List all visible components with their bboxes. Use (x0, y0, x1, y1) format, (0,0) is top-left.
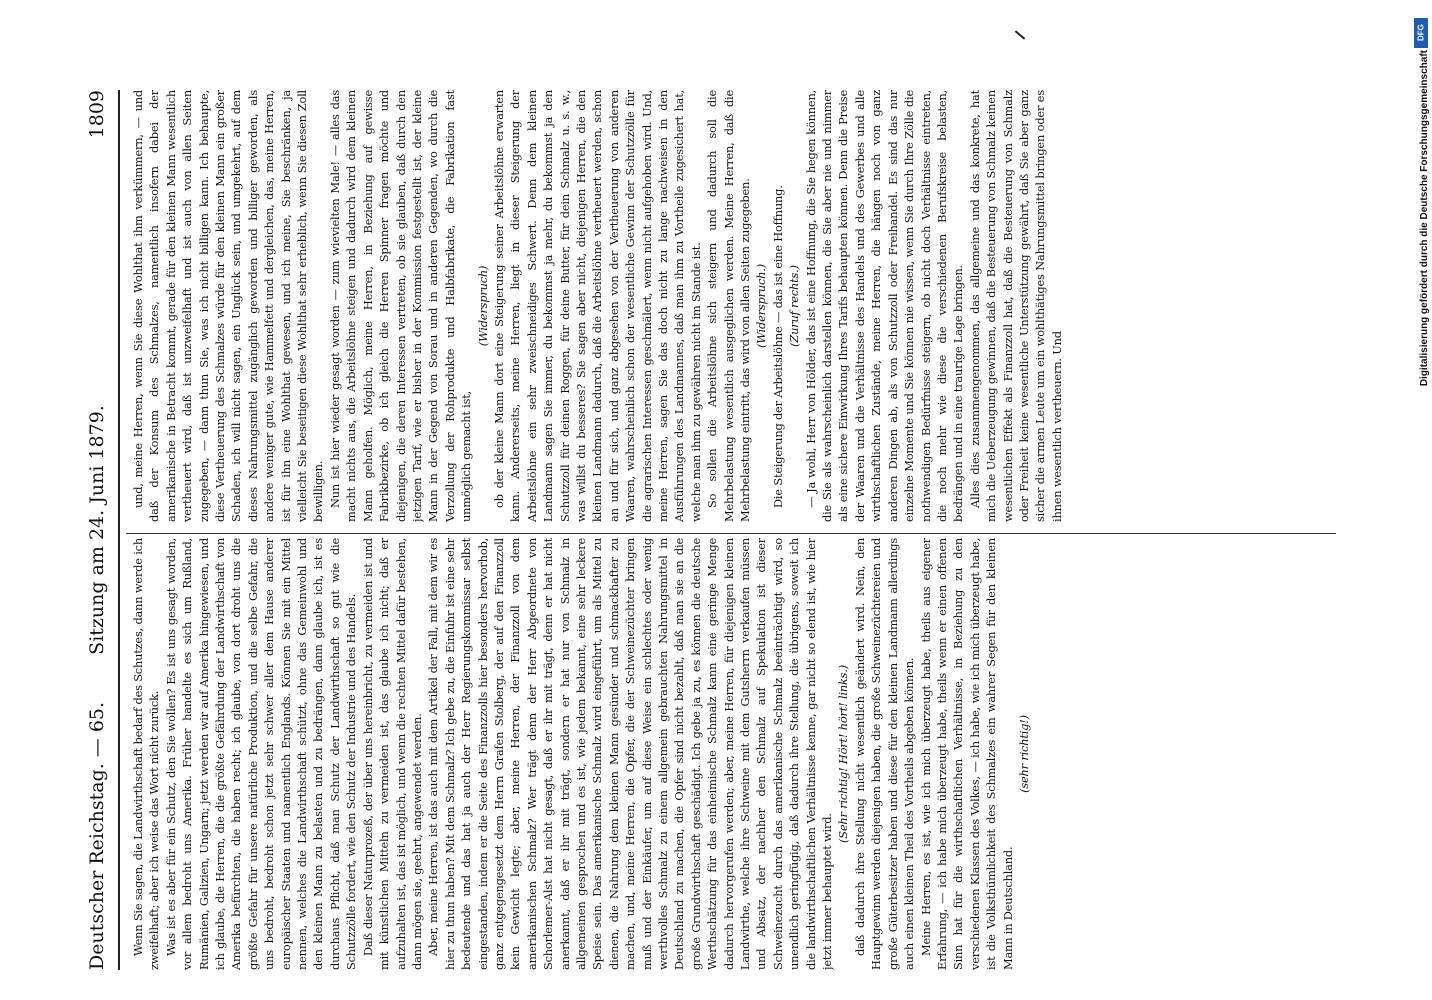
paragraph: Die Steigerung der Arbeitslöhne — das ist eine Hoffnung. (770, 185, 785, 508)
paragraph: So sollen die Arbeitslöhne sich steigern und dadurch soll die Mehrbelastung wesentlich ausgeglichen werden. Meine Herren, daß die Mehrbelastung eintritt, das wird von allen Seiten zugegeben. (705, 90, 753, 522)
interjection: (Zuruf rechts.) (787, 265, 802, 347)
digitization-credit: Digitalisierung gefördert durch die Deutsche Forschungsgemeinschaft (1419, 50, 1430, 387)
paragraph: ob der kleine Mann dort eine Steigerung seiner Arbeitslöhne erwarten kann. Andererseits, meine Herren, liegt in dieser Steigerung der Arbeitslöhne ein sehr zweischneidiges Schwert. Denn dem kleinen Landmann sagen Sie immer, du bekommst ja mehr, du bekommst ja den Schutzzoll für deinen Roggen, für deine Butter, für dein Schmalz u. s. w., was willst du besseres? Sie sagen aber nicht, diejenigen Herren, die den kleinen Landmann dadurch, daß die Arbeitslöhne vertheuert werden, schon an und für sich, und ganz abgesehen von der Vertheuerung von anderen Waaren, wahrscheinlich schon der wesentliche Gewinn der Schutzzölle für die agrarischen Interessen geschmälert, wenn nicht aufgehoben wird. Und, meine Herren, sagen Sie das doch nicht zu lange nachweisen in den Ausführungen des Landmannes, daß man ihm zu Vortheile zugesichert hat, welche man ihm zu gewähren nicht im Stande ist. (491, 90, 703, 522)
paragraph: Aber, meine Herren, ist das auch mit dem Artikel der Fall, mit dem wir es hier zu thun haben? Mit dem Schmalz? Ich gebe zu, die Einfuhr ist eine sehr bedeutende und das hat ja auch der Herr Regierungskommissar selbst eingestanden, indem er die Seite des Finanzzolls hier besonders hervorhob, ganz entgegengesetzt dem Herrn Grafen Stolberg, der auf den Finanzzoll kein Gewicht legte; aber, meine Herren, der Finanzzoll von dem amerikanischen Schmalz? Wer trägt denn der Herr Abgeordnete von Schorlemer-Alst hat nicht gesagt, daß er ihr mit trägt, denn er hat nicht anerkannt, daß er ihr mit trägt, sondern er hat nur von Schmalz in allgemeinen gesprochen und es ist, wie jedem bekannt, eine sehr leckere Speise sein. Das amerikanische Schmalz wird eingeführt, um als Mittel zu dienen, die Nahrung dem kleinen Mann gesünder und schmackhafter zu machen, und, meine Herren, die Opfer, die der Schweinezüchter bringen muß und der Einkäufer, um auf diese Weise ein schlechtes oder wenig werthvolles Schmalz zu einem allgemein gebrauchten Nahrungsmittel in Deutschland zu machen, die Opfer sind nicht bezahlt, daß man sie an die große Grundwirthschaft geschädigt. Ich gebe ja zu, es können die deutsche Werthschätzung für das einheimische Schmalz kann eine geringe Menge dadurch hervorgerufen werden; aber, meine Herren, für diejenigen kleinen Landwirthe, welche ihre Schweine mit dem Gutsherrn verkaufen müssen und Absatz, der nachher den Schmalz auf Spekulation ist dieser Schweinezucht durch das amerikanische Schmalz beeinträchtigt wird, so unendlich geringfügig, daß dadurch ihre Stellung, die übrigens, soweit ich die landwirthschaftlichen Verhältnisse kenne, gar nicht so elend ist, wie hier jetzt immer behauptet wird. (426, 538, 835, 970)
paragraph: Nun ist hier wieder gesagt worden — zum wievielten Male! — alles das macht nichts aus, die Arbeitslöhne steigen und dadurch wird dem kleinen Mann geholfen. Möglich, meine Herren, in Beziehung auf gewisse Fabrikbezirke, ob ich gleich die Herren Spinner fragen möchte und diejenigen, die deren Interessen vertreten, ob sie glauben, daß durch den jetzigen Tarif, wie er bisher in der Kommission festgestellt ist, der kleine Mann in der Gegend von Sorau und in anderen Gegenden, wo durch die Verzollung der Rohprodukte und Halbfabrikate, die Fabrikation fast unmöglich gemacht ist, (327, 90, 474, 522)
interjection: (Widerspruch.) (754, 264, 769, 348)
paragraph: daß dadurch ihre Stellung nicht wesentlich geändert wird. Nein, den Hauptgewinn werden diejenigen haben, die große Schweinezüchtereien und große Güterbesitzer haben und diese für den kleinen Landmann allerdings auch einen kleinen Theil des Vortheils abgeben können. (852, 538, 917, 970)
paragraph: Meine Herren, es ist, wie ich mich überzeugt habe, theils aus eigener Erfahrung, — ich habe mich überzeugt habe, theils wenn er einen offenen Sinn hat für die wirthschaftlichen Verhältnisse, in Beziehung zu den verschiedenen Klassen des Volkes, — ich habe, wie ich mich überzeugt habe, ist die Volksthümlichkeit des Schmalzes ein wahrer Segen für den kleinen Mann in Deutschland. (918, 538, 1015, 970)
paragraph: Daß dieser Naturprozeß, der über uns hereinbricht, zu vermeiden ist und mit künstlichen Mitteln zu vermeiden ist, das glaube ich nicht; daß er aufzuhalten ist, das ist möglich, und wenn die rechten Mittel dafür bestehen, dann mögen sie, geehrt, angewendet werden. (360, 538, 424, 970)
dfg-logo: DFG (1414, 18, 1428, 48)
interjection: (Widerspruch) (475, 265, 490, 347)
paragraph: Alles dies zusammengenommen, das allgemeine und das konkrete, hat mich die Ueberzeugung gewinnen, daß die Besteuerung von Schmalz keinen wesentlichen Effekt als Finanzzoll hat, daß die Besteuerung von Schmalz oder Freiheit keine wesentliche Unterstützung gewährt, daß Sie aber ganz sicher die armen Leute um ein wohlthätiges Nahrungsmittel bringen oder es ihnen wesentlich vertheuern. Und (967, 90, 1064, 522)
paragraph: — Ja wohl, Herr von Hölder, das ist eine Hoffnung, die Sie hegen können, die Sie als wahrscheinlich darstellen können, die Sie aber nie und nimmer als eine sichere Einwirkung Ihres Tarifs behaupten können. Denn die Preise der Waaren und die Verhältnisse des Handels und des Gewerbes und alle wirthschaftlichen Zustände, meine Herren, die hängen noch von ganz anderen Dingen ab, als von Schutzzoll oder Freihandel. Es sind das nur einzelne Momente und Sie können nie wissen, wenn Sie durch Ihre Zölle die nothwendigen Bedürfnisse steigern, ob nicht doch Verhältnisse eintreten, die noch mehr wie diese die verschiedenen Berufskreise belasten, bedrängen und in eine traurige Lage bringen. (803, 90, 966, 522)
header-publication: Deutscher Reichstag. — 65. (86, 701, 108, 970)
text-column-right (130, 90, 1330, 522)
header-session-date: Sitzung am 24. Juni 1879. (86, 405, 108, 655)
newspaper-page (46, 20, 1386, 980)
header-page-number: 1809 (86, 90, 108, 139)
paragraph: Wenn Sie sagen, die Landwirthschaft bedarf des Schutzes, dann werde ich zweifelhaft; aber ich weise das Wort nicht zurück. (131, 538, 162, 970)
column-divider (126, 533, 1336, 534)
header-rule (118, 90, 120, 970)
interjection: (sehr richtig!) (1016, 715, 1031, 793)
text-column-left (130, 538, 1330, 970)
paragraph: Was ist es aber für ein Schutz, den Sie wollen? Es ist uns gesagt worden, vor allem bedroht uns Amerika. Früher handelte es sich um Rußland, Rumänien, Galizien, Ungarn; jetzt werden wir auf Amerika hingewiesen, und ich glaube, die Herren, die die größte Gefährdung der Landwirthschaft von Amerika befürchten, die haben recht; ich glaube, von dort droht uns die größte Gefahr für unsere natürliche Produktion, und die selbe Gefahr, die uns bedroht, bedroht schon jetzt sehr schwer aller dem Hause anderer europäischer Staaten und namentlich Englands. Können Sie mit ein Mittel nennen, welches die Landwirthschaft schützt, ohne das Gemeinwohl und den kleinen Mann zu belasten und zu bedrängen, dann glaube ich, ist es durchaus Pflicht, daß man Schutz der Landwirthschaft so gut wie die Schutzzölle fordert, wie den Schutz der Industrie und des Handels. (163, 538, 359, 970)
paragraph: und, meine Herren, wenn Sie diese Wohlthat ihm verkümmern, — und daß der Konsum des Schmalzes, namentlich insofern dabei der amerikanische in Betracht kommt, gerade für den kleinen Mann wesentlich vertheuert wird, daß ist unzweifelhaft und ist auch von allen Seiten zugegeben, — dann thun Sie, was ich nicht billigen kann. Ich behaupte, diese Vertheuerung des Schmalzes würde für den kleinen Mann ein großer Schaden, ich will nicht sagen, ein Unglück sein, und umgekehrt, auf dem dieses Nahrungsmittel zugänglich geworden und billiger geworden, als andere weniger gute, wie Hammelfett und dergleichen, das, meine Herren, ist für ihn eine Wohlthat gewesen, und ich meine, Sie beschränken, ja vielleicht Sie beseitigen diese Wohlthat sehr erheblich, wenn Sie diesen Zoll bewilligen. (131, 90, 326, 522)
interjection: (Sehr richtig! Hört! hört! links.) (836, 665, 851, 843)
page-header (86, 90, 114, 970)
